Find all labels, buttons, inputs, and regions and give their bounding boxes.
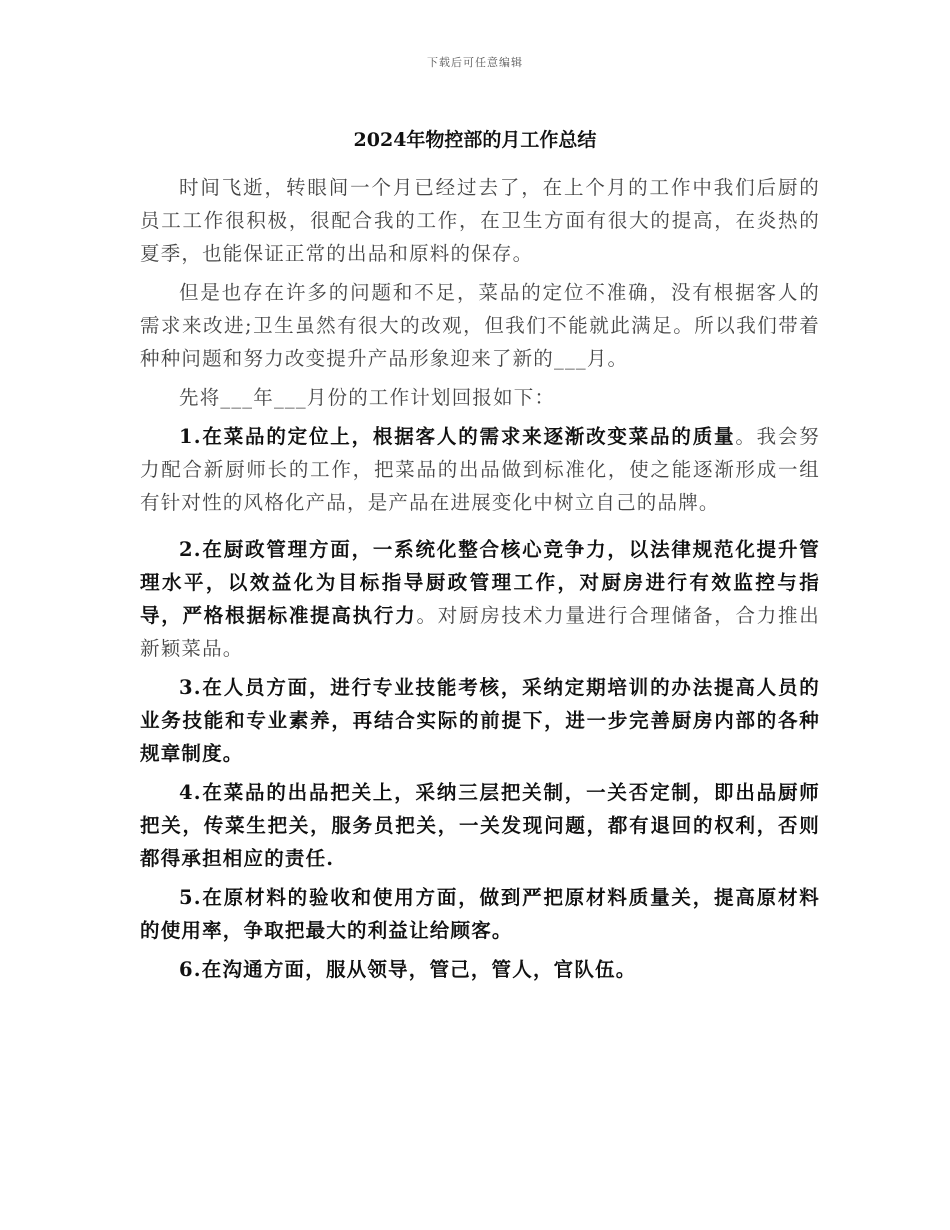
document-title: 2024年物控部的月工作总结 <box>353 129 597 151</box>
paragraph-intro: 时间飞逝，转眼间一个月已经过去了，在上个月的工作中我们后厨的员工工作很积极，很配合我的工作，在卫生方面有很大的提高，在炎热的夏季，也能保证正常的出品和原料的保存。 <box>140 176 820 265</box>
plan-item-1-text: 。我会努力配合新厨师长的工作，把菜品的出品做到标准化，使之能逐渐形成一组有针对性的风格化产品，是产品在进展变化中树立自己的品牌。 <box>140 425 820 514</box>
paragraph-problems: 但是也存在许多的问题和不足，菜品的定位不准确，没有根据客人的需求来改进;卫生虽然有很大的改观，但我们不能就此满足。所以我们带着种种问题和努力改变提升产品形象迎来了新的___月。 <box>140 281 820 370</box>
plan-item-4: 4.在菜品的出品把关上，采纳三层把关制，一关否定制，即出品厨师把关，传菜生把关，服务员把关，一关发现问题，都有退回的权利，否则都得承担相应的责任. <box>140 781 820 870</box>
plan-item-2-heading: 2.在厨政管理方面，一系统化整合核心竞争力，以法律规范化提升管理水平，以效益化为目标指导厨政管理工作，对厨房进行有效监控与指导，严格根据标准提高执行力 <box>140 538 820 627</box>
plan-item-2-text: 。对厨房技术力量进行合理储备，合力推出新颖菜品。 <box>140 604 820 660</box>
plan-item-6: 6.在沟通方面，服从领导，管己，管人，官队伍。 <box>179 958 637 981</box>
paragraph-plan-lead: 先将___年___月份的工作计划回报如下： <box>179 386 556 409</box>
plan-item-1 <box>140 420 820 519</box>
plan-item-5: 5.在原材料的验收和使用方面，做到严把原材料质量关，提高原材料的使用率，争取把最大的利益让给顾客。 <box>140 886 820 942</box>
document-body <box>140 171 820 986</box>
plan-item-2 <box>140 533 820 665</box>
plan-item-1-heading: 1.在菜品的定位上，根据客人的需求来逐渐改变菜品的质量 <box>179 425 736 448</box>
header-note: 下载后可任意编辑 <box>427 56 523 69</box>
plan-item-3: 3.在人员方面，进行专业技能考核，采纳定期培训的办法提高人员的业务技能和专业素养，再结合实际的前提下，进一步完善厨房内部的各种规章制度。 <box>140 676 820 765</box>
